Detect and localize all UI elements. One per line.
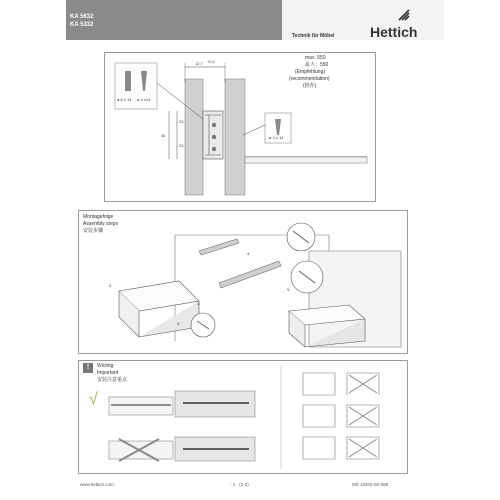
brand-name: Hettich bbox=[370, 24, 418, 40]
screw-label-1: ø 6 x 14 bbox=[117, 97, 132, 102]
hettich-logo-icon bbox=[397, 8, 411, 22]
note-line-4: (recommendation) bbox=[289, 76, 330, 82]
header-bar bbox=[66, 0, 282, 40]
step-5: 5. bbox=[287, 287, 291, 292]
assembly-panel bbox=[78, 210, 408, 354]
dim-tolerance: +0,2 bbox=[207, 59, 215, 64]
step-2: 2. bbox=[109, 283, 113, 288]
note-line-1: max. 550 bbox=[305, 55, 326, 61]
screw-label-3: ø 4 x 14 bbox=[269, 135, 284, 140]
step-3: 3. bbox=[177, 321, 181, 326]
product-code-1: KA 5632 bbox=[70, 14, 94, 20]
installation-panel bbox=[104, 52, 376, 202]
assembly-drawing bbox=[79, 211, 407, 353]
note-line-2: 最大：550 bbox=[305, 62, 329, 68]
important-drawing bbox=[79, 361, 407, 473]
footer-website[interactable]: www.hettich.com bbox=[80, 482, 114, 487]
dim-23b: 23 bbox=[179, 143, 184, 148]
step-1: 1. bbox=[197, 301, 201, 306]
important-line-3: 安装注意重点 bbox=[97, 377, 128, 383]
note-line-5: (推荐) bbox=[303, 83, 317, 89]
dim-23a: 23 bbox=[179, 119, 184, 124]
warning-icon: ! bbox=[83, 363, 93, 373]
installation-drawing bbox=[105, 53, 375, 201]
footer-page: - 1 - (1-2) bbox=[230, 482, 249, 487]
assembly-title-2: Assembly steps bbox=[83, 221, 119, 227]
product-code-2: KA 5332 bbox=[70, 22, 94, 28]
footer-docno: MS 10202-02-008 bbox=[352, 482, 389, 487]
step-4: 4. bbox=[247, 251, 251, 256]
important-panel bbox=[78, 360, 408, 474]
dim-vertical: 46 bbox=[161, 133, 166, 138]
assembly-title-1: Montagefolge bbox=[83, 214, 114, 220]
dim-top: 12,7 bbox=[195, 61, 203, 66]
tagline: Technik für Möbel bbox=[292, 33, 335, 39]
note-line-3: (Empfehlung) bbox=[295, 69, 326, 75]
check-icon: √ bbox=[89, 391, 98, 408]
important-line-2: Important bbox=[97, 370, 119, 376]
important-line-1: Wichtig bbox=[97, 363, 114, 369]
screw-label-2: ø 4 x14 bbox=[137, 97, 151, 102]
assembly-title-3: 安装步骤 bbox=[83, 228, 104, 234]
